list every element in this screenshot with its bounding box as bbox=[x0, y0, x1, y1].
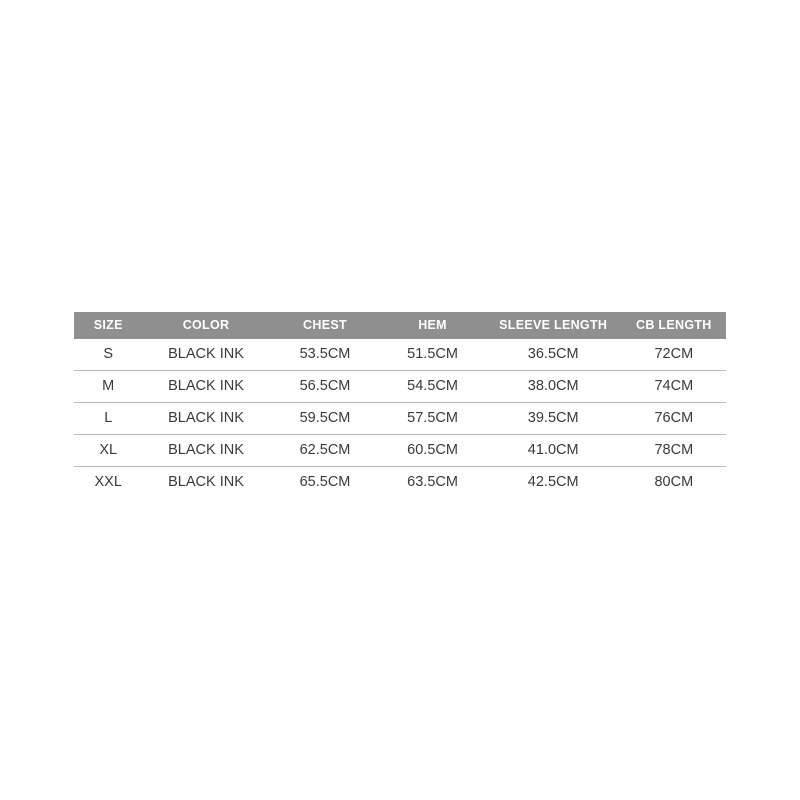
cell-cb-length: 80CM bbox=[622, 467, 726, 499]
cell-chest: 62.5CM bbox=[270, 435, 381, 467]
cell-size: XXL bbox=[74, 467, 142, 499]
cell-sleeve-length: 42.5CM bbox=[485, 467, 622, 499]
cell-color: BLACK INK bbox=[142, 467, 269, 499]
cell-size: XL bbox=[74, 435, 142, 467]
column-header-sleeve-length: SLEEVE LENGTH bbox=[499, 318, 608, 332]
table-row bbox=[74, 403, 726, 435]
cell-hem: 60.5CM bbox=[380, 435, 484, 467]
cell-sleeve-length: 36.5CM bbox=[485, 339, 622, 371]
cell-hem: 51.5CM bbox=[380, 339, 484, 371]
table-body bbox=[74, 339, 726, 498]
column-header-hem: HEM bbox=[418, 318, 447, 332]
cell-color: BLACK INK bbox=[142, 339, 269, 371]
cell-chest: 65.5CM bbox=[270, 467, 381, 499]
cell-sleeve-length: 39.5CM bbox=[485, 403, 622, 435]
cell-sleeve-length: 41.0CM bbox=[485, 435, 622, 467]
cell-size: M bbox=[74, 371, 142, 403]
table-row bbox=[74, 435, 726, 467]
column-header-cb-length: CB LENGTH bbox=[636, 318, 712, 332]
column-header-size: SIZE bbox=[93, 318, 123, 332]
table-header bbox=[74, 312, 726, 339]
cell-color: BLACK INK bbox=[142, 435, 269, 467]
table-header-row bbox=[74, 312, 726, 339]
column-header-chest: CHEST bbox=[303, 318, 347, 332]
table-row bbox=[74, 467, 726, 499]
table-row bbox=[74, 339, 726, 371]
cell-chest: 59.5CM bbox=[270, 403, 381, 435]
cell-chest: 56.5CM bbox=[270, 371, 381, 403]
cell-hem: 54.5CM bbox=[380, 371, 484, 403]
cell-hem: 57.5CM bbox=[380, 403, 484, 435]
cell-size: L bbox=[74, 403, 142, 435]
column-header-color: COLOR bbox=[182, 318, 230, 332]
cell-size: S bbox=[74, 339, 142, 371]
cell-chest: 53.5CM bbox=[270, 339, 381, 371]
size-chart bbox=[74, 312, 726, 498]
cell-sleeve-length: 38.0CM bbox=[485, 371, 622, 403]
cell-cb-length: 74CM bbox=[622, 371, 726, 403]
cell-cb-length: 72CM bbox=[622, 339, 726, 371]
cell-cb-length: 76CM bbox=[622, 403, 726, 435]
size-chart-table bbox=[74, 312, 726, 498]
cell-hem: 63.5CM bbox=[380, 467, 484, 499]
cell-color: BLACK INK bbox=[142, 371, 269, 403]
cell-cb-length: 78CM bbox=[622, 435, 726, 467]
cell-color: BLACK INK bbox=[142, 403, 269, 435]
table-row bbox=[74, 371, 726, 403]
